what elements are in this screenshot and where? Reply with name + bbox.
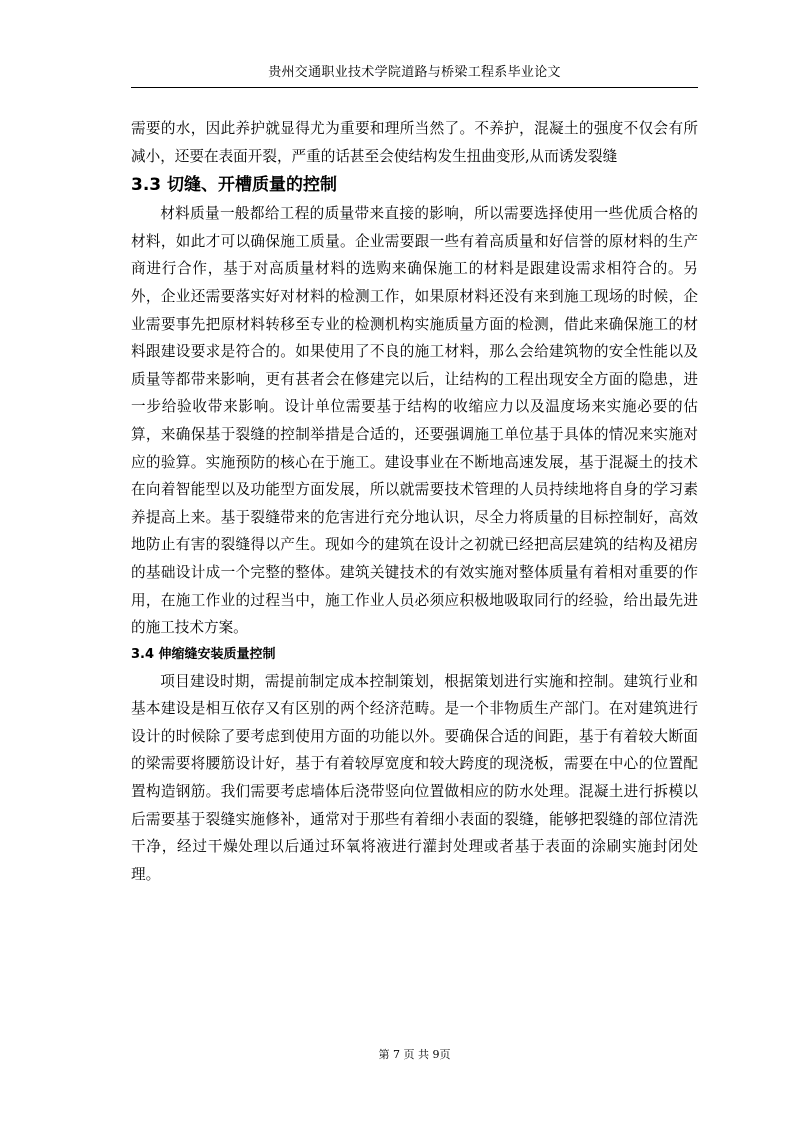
- paragraph-section-3-4: 项目建设时期，需提前制定成本控制策划，根据策划进行实施和控制。建筑行业和基本建设是相互依存又有区别的两个经济范畴。是一个非物质生产部门。在对建筑进行设计的时候除了要考虑到使用方面的功能以外。要确保合适的间距，基于有着较大断面的梁需要将腰筋设计好，基于有着较厚宽度和较大跨度的现浇板，需要在中心的位置配置构造钢筋。我们需要考虑墙体后浇带竖向位置做相应的防水处理。混凝土进行拆模以后需要基于裂缝实施修补，通常对于那些有着细小表面的裂缝，能够把裂缝的部位清洗干净，经过干燥处理以后通过环氧将液进行灌封处理或者基于表面的涂刷实施封闭处理。: [131, 672, 698, 883]
- page-number-footer: 第 7 页 共 9页: [378, 1048, 451, 1061]
- header-divider: [131, 87, 698, 88]
- document-body: [131, 115, 698, 888]
- page-header-title: 贵州交通职业技术学院道路与桥梁工程系毕业论文: [268, 65, 561, 80]
- section-heading-3-4: 3.4 伸缩缝安装质量控制: [131, 646, 276, 662]
- paragraph-section-3-3: 材料质量一般都给工程的质量带来直接的影响，所以需要选择使用一些优质合格的材料，如此才可以确保施工质量。企业需要跟一些有着高质量和好信誉的原材料的生产商进行合作，基于对高质量材料的选购来确保施工的材料是跟建设需求相符合的。另外，企业还需要落实好对材料的检测工作，如果原材料还没有来到施工现场的时候，企业需要事先把原材料转移至专业的检测机构实施质量方面的检测，借此来确保施工的材料跟建设要求是符合的。如果使用了不良的施工材料，那么会给建筑物的安全性能以及质量等都带来影响，更有甚者会在修建完以后，让结构的工程出现安全方面的隐患，进一步给验收带来影响。设计单位需要基于结构的收缩应力以及温度场来实施必要的估算，来确保基于裂缝的控制举措是合适的，还要强调施工单位基于具体的情况来实施对应的验算。实施预防的核心在于施工。建设事业在不断地高速发展，基于混凝土的技术在向着智能型以及功能型方面发展，所以就需要技术管理的人员持续地将自身的学习素养提高上来。基于裂缝带来的危害进行充分地认识，尽全力将质量的目标控制好，高效地防止有害的裂缝得以产生。现如今的建筑在设计之初就已经把高层建筑的结构及裙房的基础设计成一个完整的整体。建筑关键技术的有效实施对整体质量有着相对重要的作用，在施工作业的过程当中，施工作业人员必须应积极地吸取同行的经验，给出最先进的施工技术方案。: [131, 205, 698, 637]
- section-heading-3-3: 3.3 切缝、开槽质量的控制: [131, 175, 338, 196]
- paragraph-continued: 需要的水，因此养护就显得尤为重要和理所当然了。不养护，混凝土的强度不仅会有所减小，还要在表面开裂，严重的话甚至会使结构发生扭曲变形,从而诱发裂缝: [131, 120, 698, 165]
